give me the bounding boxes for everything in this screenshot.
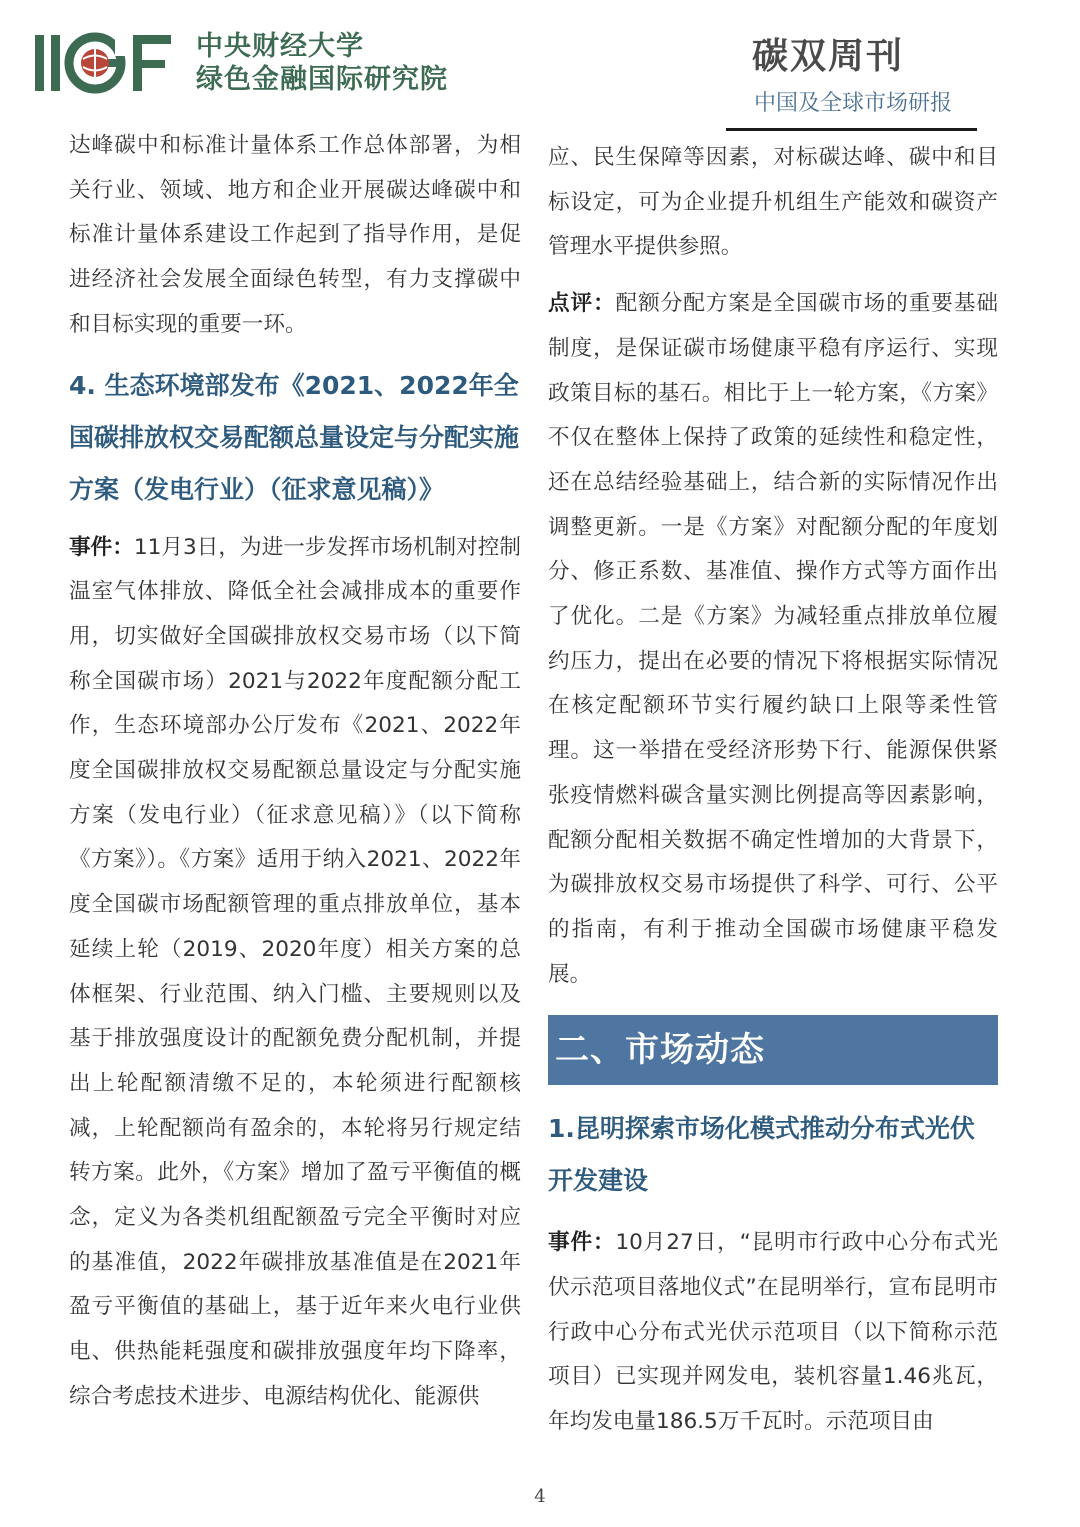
comment-label: 点评： [548,291,616,317]
iigf-logo [33,32,175,94]
news-heading-4: 4. 生态环境部发布《2021、2022年全国碳排放权交易配额总量设定与分配实施方案（发电行业）（征求意见稿）》 [69,370,520,504]
comment-paragraph [548,282,998,997]
publication-subtitle: 中国及全球市场研报 [754,91,953,116]
institute-line-2: 绿色金融国际研究院 [196,64,448,95]
event-paragraph-kunming [548,1221,998,1445]
event-label: 事件： [69,534,134,560]
section-banner-market-dynamics: 二、市场动态 [548,1015,998,1085]
header-rule [726,128,977,131]
institute-line-1: 中央财经大学 [196,31,364,62]
publication-title: 碳双周刊 [752,36,905,77]
continued-paragraph: 应、民生保障等因素，对标碳达峰、碳中和目标设定，可为企业提升机组生产能效和碳资产管理水平提供参照。 [548,145,998,260]
left-column [69,124,521,1420]
event-text: 11月3日，为进一步发挥市场机制对控制温室气体排放、降低全社会减排成本的重要作用，切实做好全国碳排放权交易市场（以下简称全国碳市场）2021与2022年度配额分配工作，生态环境部办公厅发布《2021、2022年度全国碳排放权交易配额总量设定与分配实施方案（发电行业）（征求意见稿）》（以下简称《方案》）。《方案》适用于纳入2021、2022年度全国碳市场配额管理的重点排放单位，基本延续上轮（2019、2020年度）相关方案的总体框架、行业范围、纳入门槛、主要规则以及基于排放强度设计的配额免费分配机制，并提出上轮配额清缴不足的，本轮须进行配额核减，上轮配额尚有盈余的，本轮将另行规定结转方案。此外，《方案》增加了盈亏平衡值的概念，定义为各类机组配额盈亏完全平衡时对应的基准值，2022年碳排放基准值是在2021年盈亏平衡值的基础上，基于近年来火电行业供电、供热能耗强度和碳排放强度年均下降率，综合考虑技术进步、电源结构优化、能源供 [69,534,521,1409]
event-paragraph [69,526,521,1420]
news-heading-1: 1.昆明探索市场化模式推动分布式光伏开发建设 [548,1114,975,1196]
right-column [548,136,998,1445]
page-number: 4 [534,1486,546,1507]
comment-text: 配额分配方案是全国碳市场的重要基础制度，是保证碳市场健康平稳有序运行、实现政策目标的基石。相比于上一轮方案，《方案》不仅在整体上保持了政策的延续性和稳定性，还在总结经验基础上，结合新的实际情况作出调整更新。一是《方案》对配额分配的年度划分、修正系数、基准值、操作方式等方面作出了优化。二是《方案》为减轻重点排放单位履约压力，提出在必要的情况下将根据实际情况在核定配额环节实行履约缺口上限等柔性管理。这一举措在受经济形势下行、能源保供紧张疫情燃料碳含量实测比例提高等因素影响，配额分配相关数据不确定性增加的大背景下，为碳排放权交易市场提供了科学、可行、公平的指南，有利于推动全国碳市场健康平稳发展。 [548,291,998,987]
institute-name [196,30,448,96]
intro-paragraph: 达峰碳中和标准计量体系工作总体部署，为相关行业、领域、地方和企业开展碳达峰碳中和标准计量体系建设工作起到了指导作用，是促进经济社会发展全面绿色转型，有力支撑碳中和目标实现的重要一环。 [69,133,521,337]
event-text-kunming: 10月27日，“昆明市行政中心分布式光伏示范项目落地仪式”在昆明举行，宣布昆明市行政中心分布式光伏示范项目（以下简称示范项目）已实现并网发电，装机容量1.46兆瓦，年均发电量186.5万千瓦时。示范项目由 [548,1230,998,1435]
event-label-kunming: 事件： [548,1230,616,1256]
